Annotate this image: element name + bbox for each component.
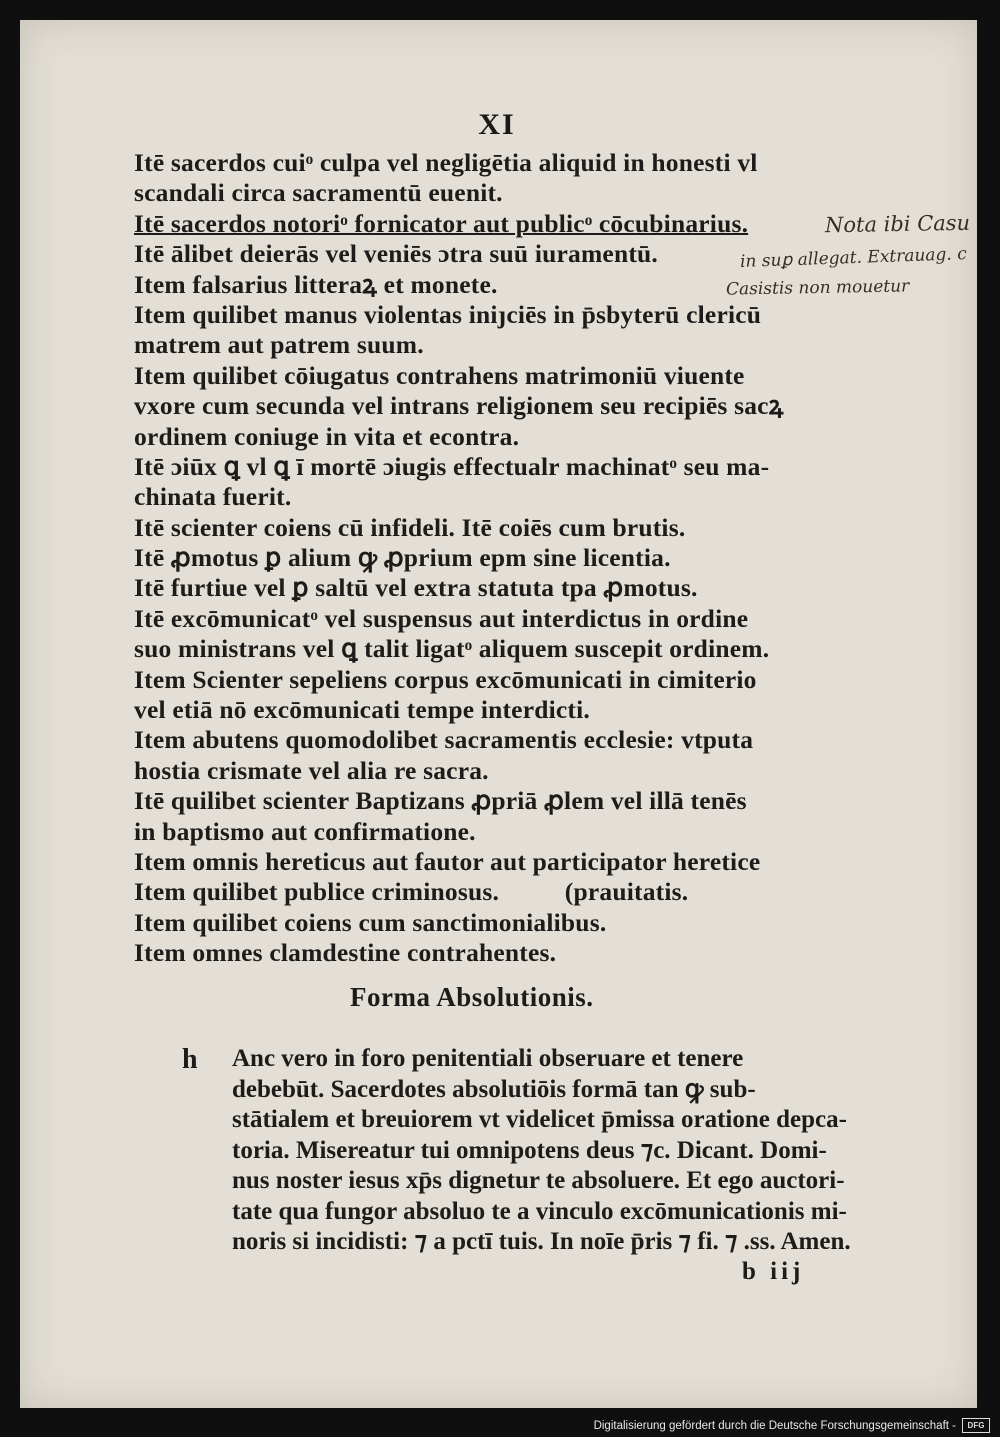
text-line: Itē sacerdos cuiᵒ culpa vel negligētia aliquid in honesti vl	[134, 148, 758, 177]
text-line: nus noster iesus xp̄s dignetur te absoluere. Et ego auctori-	[232, 1167, 845, 1194]
text-line: Item omnes clamdestine contrahentes.	[134, 938, 557, 968]
text-line: debebūt. Sacerdotes absolutiōis formā tan ꝙ sub-	[232, 1075, 756, 1103]
marginal-note: Nota ibi Casu	[824, 210, 971, 238]
text-line: toria. Misereatur tui omnipotens deus ⁊c. Dicant. Domi-	[232, 1136, 827, 1164]
text-line: Itē scienter coiens cū infideli. Itē coiēs cum brutis.	[134, 512, 686, 542]
text-line: Item abutens quomodolibet sacramentis ecclesie: vtputa	[134, 725, 754, 755]
text-line: Item omnis hereticus aut fautor aut participator heretice	[134, 846, 761, 876]
text-line: hostia crismate vel alia re sacra.	[134, 755, 489, 785]
section-heading: Forma Absolutionis.	[350, 982, 594, 1012]
text-line: tate qua fungor absoluo te a vinculo excōmunicationis mi-	[232, 1197, 847, 1225]
text-line: Item quilibet coiens cum sanctimonialibus.	[134, 907, 607, 937]
text-line: in baptismo aut confirmatione.	[134, 816, 476, 846]
text-line: Anc vero in foro penitentiali obseruare et tenere	[232, 1045, 744, 1072]
text-line: Itē ālibet deierās vel veniēs ɔtra suū iuramentū.	[134, 239, 658, 269]
text-line: noris si incidisti: ⁊ a pctī tuis. In noīe p̄ris ⁊ fi. ⁊ .ss. Amen.	[232, 1228, 851, 1255]
text-line: Item quilibet cōiugatus contrahens matrimoniū viuente	[134, 360, 745, 390]
text-line: Itē ɔiūx ꝗ vl ꝗ ī mortē ɔiugis effectualr machinatᵒ seu ma-	[134, 451, 770, 481]
text-line: suo ministrans vel ꝗ talit ligatᵒ aliquem suscepit ordinem.	[134, 634, 770, 664]
text-line: ordinem coniuge in vita et econtra.	[134, 421, 520, 451]
text-line: matrem aut patrem suum.	[134, 330, 424, 360]
funding-credit: Digitalisierung gefördert durch die Deutsche Forschungsgemeinschaft -	[593, 1419, 956, 1432]
text-line: Itē quilibet scienter Baptizans ꝓpriā ꝓlem vel illā tenēs	[134, 786, 747, 816]
text-line: chinata fuerit.	[134, 482, 292, 512]
guide-letter: h	[182, 1044, 198, 1075]
book-page	[20, 20, 977, 1408]
text-line: Item Scienter sepeliens corpus excōmunicati in cimiterio	[134, 664, 757, 694]
marginal-note: Casistis non mouetur	[725, 276, 910, 300]
text-line: Itē excōmunicatᵒ vel suspensus aut interdictus in ordine	[134, 603, 749, 633]
text-line: vxore cum secunda vel intrans religionem seu recipiēs sacꝝ	[134, 391, 784, 421]
text-line: scandali circa sacramentū euenit.	[134, 178, 503, 208]
footer-bar	[0, 1414, 1000, 1437]
text-line: Itē ꝓmotus ꝑ alium ꝙ ꝓprium epm sine licentia.	[134, 543, 671, 573]
signature-mark: b iij	[742, 1258, 805, 1285]
text-line: Item quilibet publice criminosus. (prauitatis.	[134, 877, 689, 907]
marginal-note: in suꝑ allegat. Extrauag. c	[739, 244, 968, 272]
text-line: stātialem et breuiorem vt videlicet p̄missa oratione depca-	[232, 1106, 847, 1133]
text-line: Item falsarius litteraꝝ et monete.	[134, 269, 498, 299]
text-line-underlined: Itē sacerdos notoriᵒ fornicator aut publicᵒ cōcubinarius.	[134, 208, 749, 238]
text-line: vel etiā nō excōmunicati tempe interdicti.	[134, 695, 590, 725]
text-line: Item quilibet manus violentas iniȷciēs in p̄sbyterū clericū	[134, 299, 762, 329]
folio-number: XI	[478, 108, 516, 141]
dfg-logo-icon: DFG	[962, 1418, 990, 1433]
text-line: Itē furtiue vel ꝑ saltū vel extra statuta tpa ꝓmotus.	[134, 573, 698, 603]
absolution-paragraph	[232, 1044, 852, 1258]
